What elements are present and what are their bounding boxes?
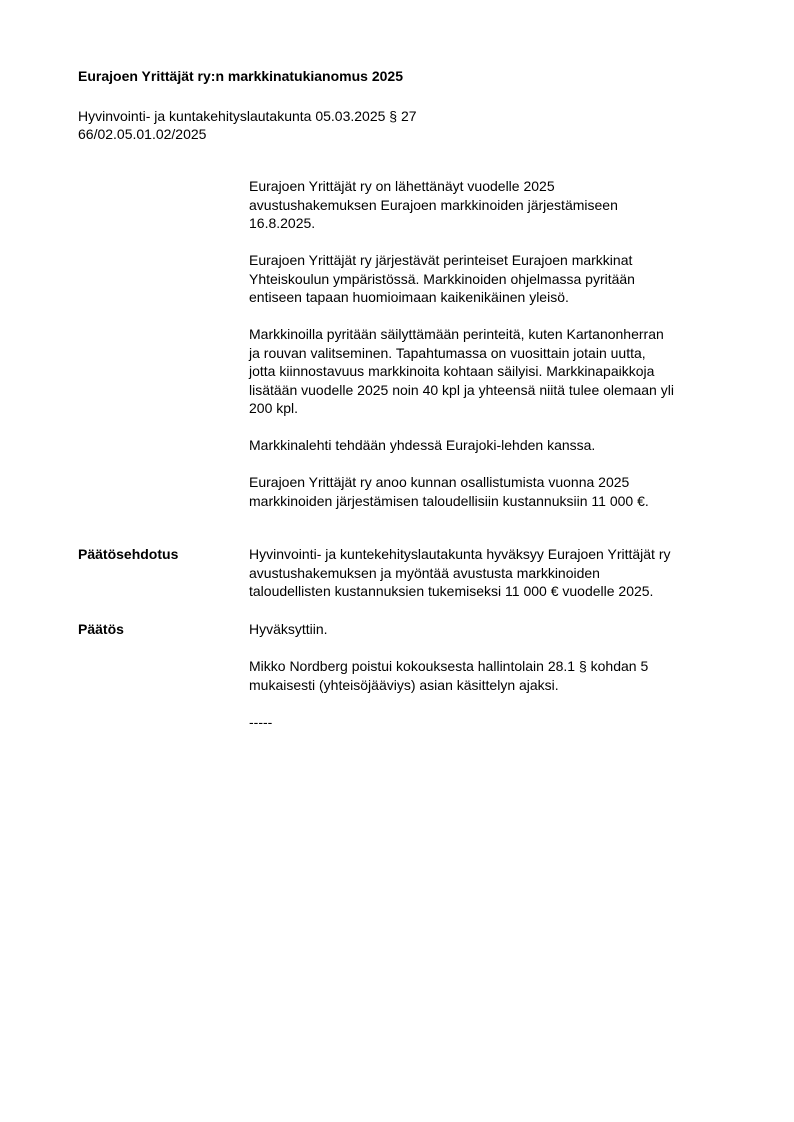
text-line: markkinoiden järjestämisen taloudellisiin kustannuksiin 11 000 €. — [249, 492, 649, 509]
text-line: ja rouvan valitseminen. Tapahtumassa on vuosittain jotain uutta, — [249, 344, 646, 361]
description-section — [249, 177, 739, 529]
text-line: jotta kiinnostavuus markkinoita kohtaan säilyisi. Markkinapaikkoja — [249, 363, 655, 379]
reference-number: 66/02.05.01.02/2025 — [78, 126, 207, 142]
decision-text — [249, 620, 739, 750]
text-line: Eurajoen Yrittäjät ry on lähettänäyt vuodelle 2025 — [249, 178, 555, 194]
meeting-line: Hyvinvointi- ja kuntakehityslautakunta 05.03.2025 § 27 — [78, 108, 417, 124]
text-line: 200 kpl. — [249, 400, 299, 416]
text-line: entiseen tapaan huomioimaan kaikenikäinen yleisö. — [249, 289, 569, 305]
text-line: Markkinoilla pyritään säilyttämään perinteitä, kuten Kartanonherran — [249, 326, 664, 342]
decision-label: Päätös — [78, 621, 124, 637]
text-line: Markkinalehti tehdään yhdessä Eurajoki-lehden kanssa. — [249, 437, 596, 453]
text-line: Yhteiskoulun ympäristössä. Markkinoiden ohjelmassa pyritään — [249, 270, 635, 287]
description-paragraph-5 — [249, 473, 739, 510]
text-line: Eurajoen Yrittäjät ry järjestävät perinteiset Eurajoen markkinat — [249, 252, 633, 268]
decision-end-marker — [249, 713, 739, 732]
text-line: Hyvinvointi- ja kuntekehityslautakunta hyväksyy Eurajoen Yrittäjät ry — [249, 546, 671, 562]
description-paragraph-3 — [249, 325, 739, 418]
description-paragraph-1 — [249, 177, 739, 233]
description-paragraph-4 — [249, 436, 739, 455]
description-paragraph-2 — [249, 251, 739, 307]
text-line: taloudellisten kustannuksien tukemiseksi 11 000 € vuodelle 2025. — [249, 583, 654, 599]
text-line: lisätään vuodelle 2025 noin 40 kpl ja yhteensä niitä tulee olemaan yli — [249, 381, 674, 398]
text-line: Hyväksyttiin. — [249, 621, 328, 637]
decision-paragraph-1 — [249, 620, 739, 639]
proposal-text — [249, 545, 739, 619]
decision-paragraph-2 — [249, 657, 739, 694]
text-line: avustushakemuksen ja myöntää avustusta markkinoiden — [249, 564, 600, 581]
text-line: Mikko Nordberg poistui kokouksesta hallintolain 28.1 § kohdan 5 — [249, 658, 649, 674]
text-line: 16.8.2025. — [249, 215, 316, 231]
text-line: Eurajoen Yrittäjät ry anoo kunnan osallistumista vuonna 2025 — [249, 474, 630, 490]
text-line: ----- — [249, 713, 273, 730]
proposal-label: Päätösehdotus — [78, 546, 179, 562]
text-line: mukaisesti (yhteisöjääviys) asian käsittelyn ajaksi. — [249, 676, 559, 693]
text-line: avustushakemuksen Eurajoen markkinoiden järjestämiseen — [249, 196, 618, 213]
page-title: Eurajoen Yrittäjät ry:n markkinatukianomus 2025 — [78, 68, 403, 84]
